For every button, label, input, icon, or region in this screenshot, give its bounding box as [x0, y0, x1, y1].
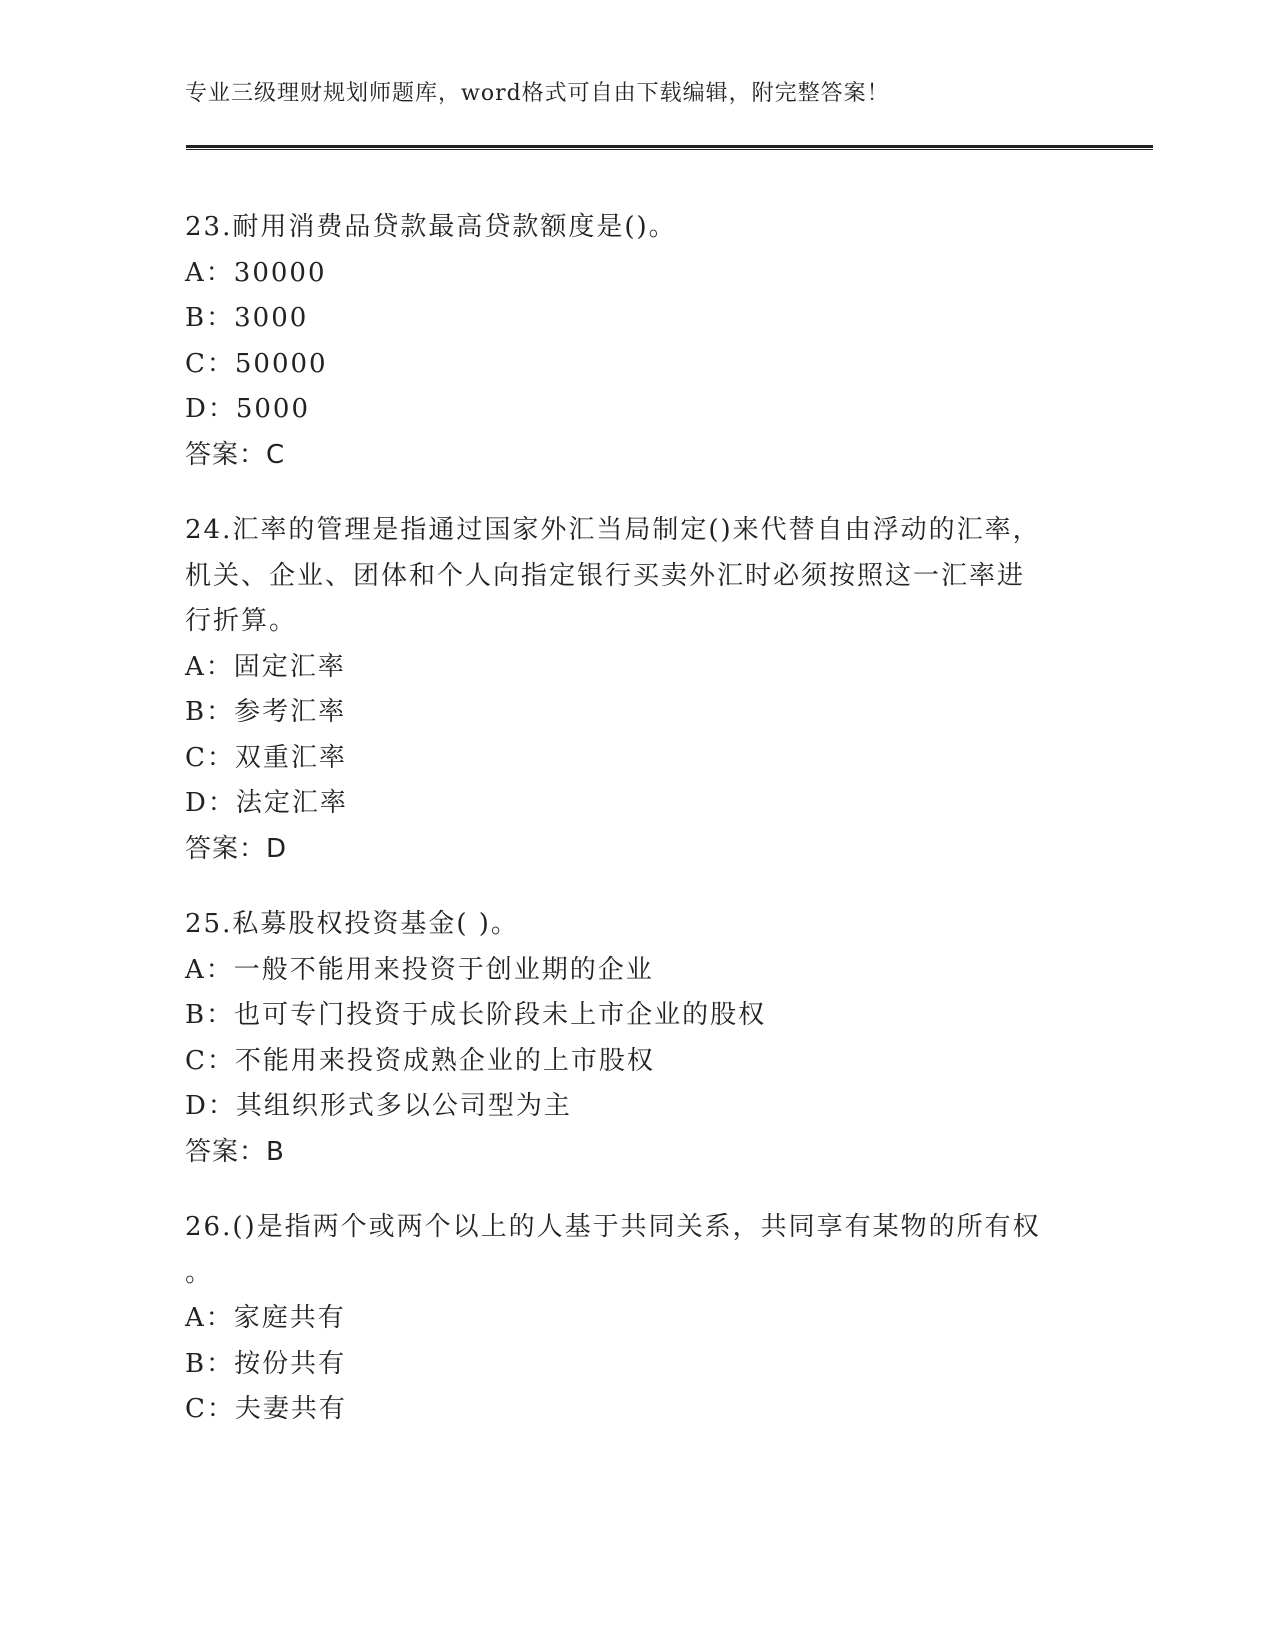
option-c: C：夫妻共有 [185, 1394, 347, 1424]
header-divider [186, 145, 1153, 150]
answer-line: 答案：C [185, 439, 286, 470]
option-b: B：参考汇率 [185, 697, 347, 727]
page-header: 专业三级理财规划师题库，word格式可自由下载编辑，附完整答案！ [185, 81, 890, 106]
option-a: A：一般不能用来投资于创业期的企业 [185, 954, 654, 985]
question-25 [185, 902, 1085, 1175]
option-b: B：也可专门投资于成长阶段未上市企业的股权 [185, 1000, 767, 1030]
option-b: B：按份共有 [185, 1348, 347, 1379]
question-stem: 23.耐用消费品贷款最高贷款额度是()。 [185, 212, 677, 242]
option-d: D：法定汇率 [185, 788, 348, 818]
question-stem: 26.()是指两个或两个以上的人基于共同关系，共同享有某物的所有权 [185, 1212, 1041, 1242]
option-a: A：30000 [185, 257, 327, 288]
question-list [185, 205, 1085, 1463]
question-stem: 24.汇率的管理是指通过国家外汇当局制定()来代替自由浮动的汇率， [185, 515, 1041, 545]
question-stem: 行折算。 [185, 606, 298, 636]
question-23 [185, 205, 1085, 478]
option-c: C：不能用来投资成熟企业的上市股权 [185, 1045, 655, 1076]
option-a: A：固定汇率 [185, 651, 346, 682]
question-stem: 机关、企业、团体和个人向指定银行买卖外汇时必须按照这一汇率进 [185, 560, 1026, 591]
question-26 [185, 1205, 1085, 1433]
answer-line: 答案：D [185, 833, 288, 864]
option-c: C：50000 [185, 348, 328, 379]
question-stem: 25.私募股权投资基金( )。 [185, 909, 519, 939]
question-24 [185, 508, 1085, 872]
option-c: C：双重汇率 [185, 742, 347, 773]
answer-line: 答案：B [185, 1136, 285, 1167]
option-d: D：其组织形式多以公司型为主 [185, 1091, 572, 1121]
option-d: D：5000 [185, 394, 311, 424]
option-a: A：家庭共有 [185, 1303, 346, 1333]
option-b: B：3000 [185, 303, 309, 333]
question-stem: 。 [185, 1257, 214, 1288]
